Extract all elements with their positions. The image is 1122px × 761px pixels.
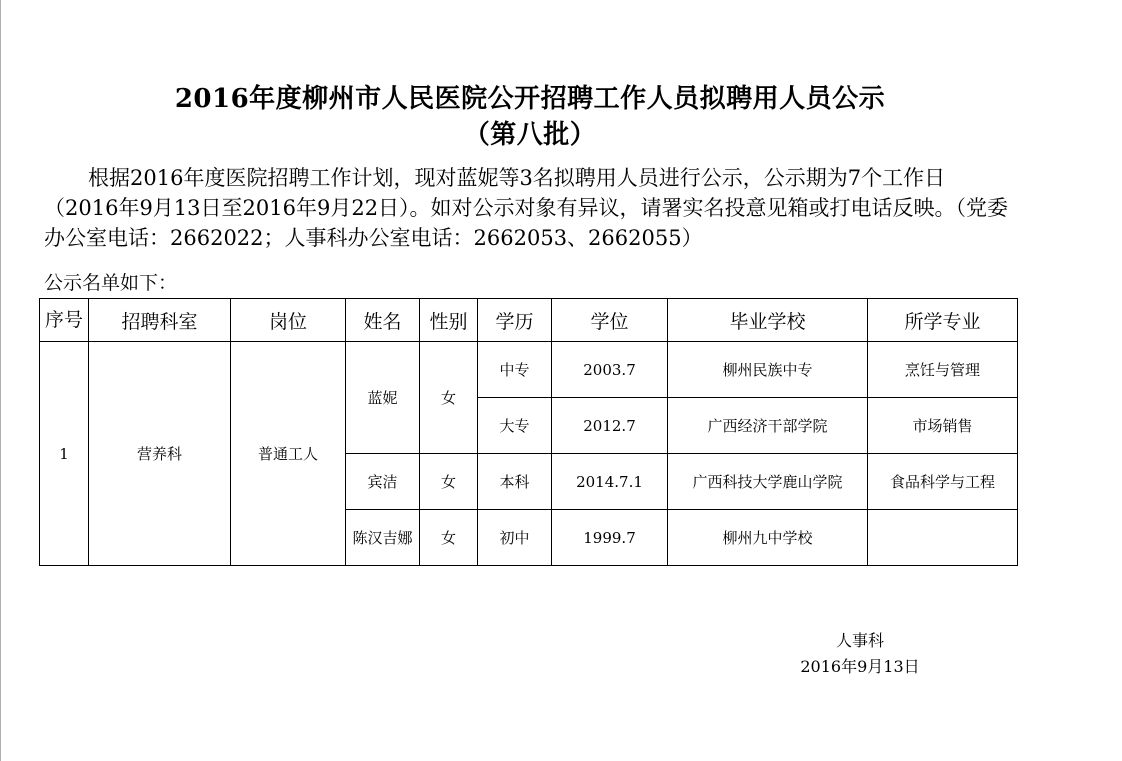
cell-gender: 女 bbox=[420, 510, 478, 566]
cell-name: 陈汉吉娜 bbox=[346, 510, 420, 566]
signature-block bbox=[760, 628, 960, 680]
table-header-row bbox=[40, 299, 1018, 342]
list-label: 公示名单如下： bbox=[44, 272, 178, 294]
cell-education: 中专 bbox=[478, 342, 552, 398]
cell-major: 食品科学与工程 bbox=[868, 454, 1018, 510]
page-title: 2016年度柳州市人民医院公开招聘工作人员拟聘用人员公示 bbox=[174, 84, 886, 114]
cell-major bbox=[868, 510, 1018, 566]
header-degree: 学位 bbox=[552, 299, 668, 342]
cell-gender: 女 bbox=[420, 454, 478, 510]
signature-date: 2016年9月13日 bbox=[800, 657, 920, 676]
cell-major: 市场销售 bbox=[868, 398, 1018, 454]
intro-paragraph: 根据2016年度医院招聘工作计划，现对蓝妮等3名拟聘用人员进行公示，公示期为7个工作日（2016年9月13日至2016年9月22日）。如对公示对象有异议，请署实名投意见箱或打电话反映。（党委办公室电话：2662022；人事科办公室电话：2662053、2662055） bbox=[44, 166, 1009, 250]
page-subtitle: （第八批） bbox=[463, 120, 597, 150]
cell-seq: 1 bbox=[40, 342, 89, 566]
header-seq: 序号 bbox=[40, 299, 89, 342]
cell-school: 柳州民族中专 bbox=[668, 342, 868, 398]
cell-education: 大专 bbox=[478, 398, 552, 454]
header-major: 所学专业 bbox=[868, 299, 1018, 342]
cell-degree: 2003.7 bbox=[552, 342, 668, 398]
roster-table bbox=[39, 298, 1018, 566]
header-school: 毕业学校 bbox=[668, 299, 868, 342]
cell-school: 广西经济干部学院 bbox=[668, 398, 868, 454]
cell-school: 广西科技大学鹿山学院 bbox=[668, 454, 868, 510]
table-row bbox=[40, 342, 1018, 398]
cell-degree: 2012.7 bbox=[552, 398, 668, 454]
header-gender: 性别 bbox=[420, 299, 478, 342]
cell-gender: 女 bbox=[420, 342, 478, 454]
cell-name: 宾洁 bbox=[346, 454, 420, 510]
header-name: 姓名 bbox=[346, 299, 420, 342]
cell-name: 蓝妮 bbox=[346, 342, 420, 454]
cell-school: 柳州九中学校 bbox=[668, 510, 868, 566]
signature-dept: 人事科 bbox=[835, 631, 884, 650]
cell-education: 本科 bbox=[478, 454, 552, 510]
header-position: 岗位 bbox=[231, 299, 346, 342]
header-education: 学历 bbox=[478, 299, 552, 342]
cell-major: 烹饪与管理 bbox=[868, 342, 1018, 398]
cell-degree: 1999.7 bbox=[552, 510, 668, 566]
cell-department: 营养科 bbox=[89, 342, 231, 566]
cell-education: 初中 bbox=[478, 510, 552, 566]
cell-position: 普通工人 bbox=[231, 342, 346, 566]
header-department: 招聘科室 bbox=[89, 299, 231, 342]
cell-degree: 2014.7.1 bbox=[552, 454, 668, 510]
